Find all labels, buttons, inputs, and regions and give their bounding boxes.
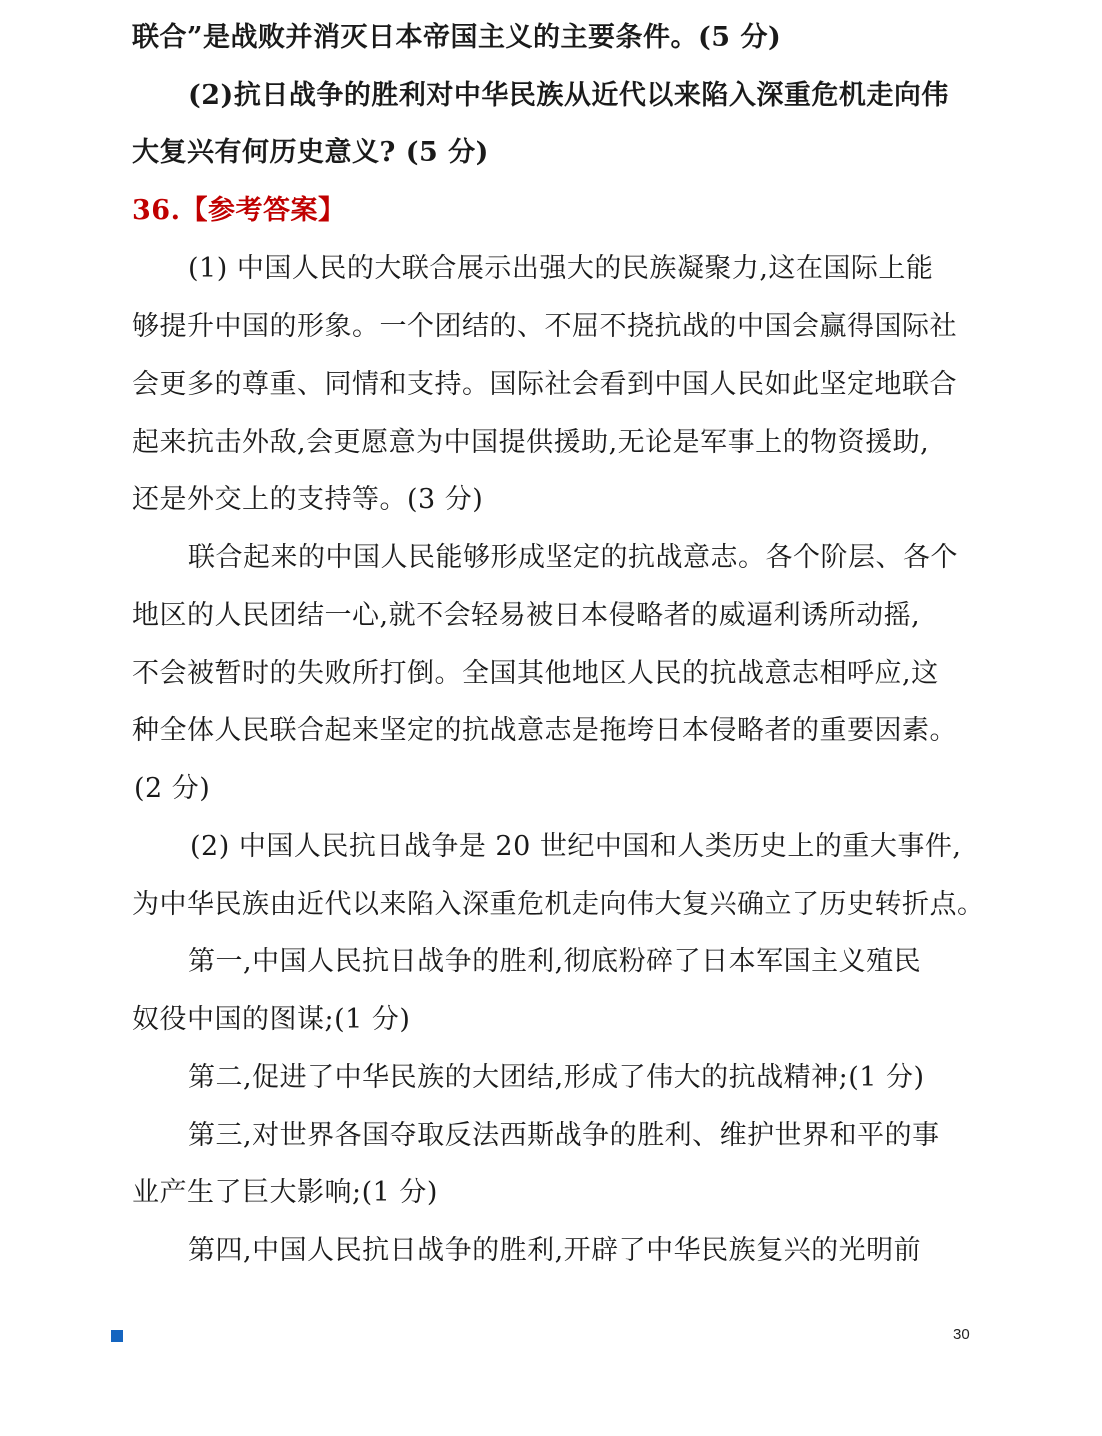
answer-heading: 36.【参考答案】 <box>132 195 346 226</box>
point3-line-1: 第三,对世界各国夺取反法西斯战争的胜利、维护世界和平的事 <box>188 1120 940 1151</box>
part1-para1-line-2: 够提升中国的形象。一个团结的、不屈不挠抗战的中国会赢得国际社 <box>132 311 957 342</box>
part1-para2-line-5: (2 分) <box>134 773 211 804</box>
point4-line-1: 第四,中国人民抗日战争的胜利,开辟了中华民族复兴的光明前 <box>188 1235 922 1266</box>
point2-line-1: 第二,促进了中华民族的大团结,形成了伟大的抗战精神;(1 分) <box>188 1062 925 1093</box>
page-marker-icon <box>111 1330 123 1342</box>
part1-para1-line-4: 起来抗击外敌,会更愿意为中国提供援助,无论是军事上的物资援助, <box>132 427 930 458</box>
point1-line-1: 第一,中国人民抗日战争的胜利,彻底粉碎了日本军国主义殖民 <box>188 946 922 977</box>
part1-para2-line-3: 不会被暂时的失败所打倒。全国其他地区人民的抗战意志相呼应,这 <box>132 658 939 689</box>
question-line-3: 大复兴有何历史意义? (5 分) <box>132 137 489 168</box>
question-line-2: (2)抗日战争的胜利对中华民族从近代以来陷入深重危机走向伟 <box>188 80 949 111</box>
part1-para2-line-1: 联合起来的中国人民能够形成坚定的抗战意志。各个阶层、各个 <box>188 542 958 573</box>
question-line-1: 联合”是战败并消灭日本帝国主义的主要条件。(5 分) <box>132 22 782 53</box>
part2-intro-line-2: 为中华民族由近代以来陷入深重危机走向伟大复兴确立了历史转折点。 <box>132 889 985 920</box>
part2-intro-line-1: (2) 中国人民抗日战争是 20 世纪中国和人类历史上的重大事件, <box>190 831 962 862</box>
part1-para1-line-1: (1) 中国人民的大联合展示出强大的民族凝聚力,这在国际上能 <box>188 253 934 284</box>
point1-line-2: 奴役中国的图谋;(1 分) <box>132 1004 411 1035</box>
part1-para1-line-3: 会更多的尊重、同情和支持。国际社会看到中国人民如此坚定地联合 <box>132 369 957 400</box>
part1-para2-line-2: 地区的人民团结一心,就不会轻易被日本侵略者的威逼利诱所动摇, <box>132 600 921 631</box>
point3-line-2: 业产生了巨大影响;(1 分) <box>132 1177 438 1208</box>
part1-para1-line-5: 还是外交上的支持等。(3 分) <box>132 484 484 515</box>
part1-para2-line-4: 种全体人民联合起来坚定的抗战意志是拖垮日本侵略者的重要因素。 <box>132 715 957 746</box>
page-number: 30 <box>953 1326 970 1343</box>
